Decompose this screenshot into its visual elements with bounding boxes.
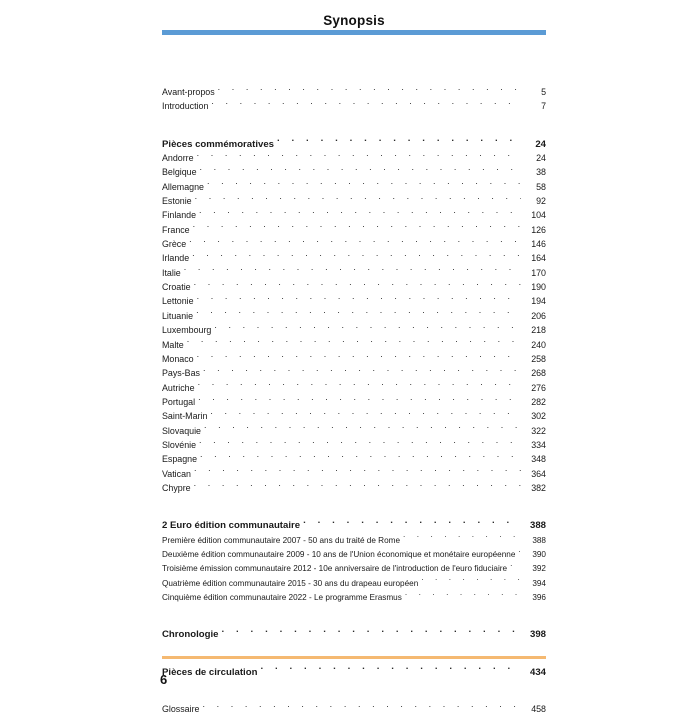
toc-entry-page: 24 [536, 153, 546, 164]
toc-entry-page: 7 [541, 101, 546, 112]
toc-entry-avant-propos[interactable] [162, 85, 546, 99]
dot-leader [195, 194, 521, 204]
dot-leader [193, 223, 521, 233]
dot-leader [194, 467, 521, 477]
dot-leader [207, 180, 521, 190]
dot-leader [197, 151, 521, 161]
dot-leader [198, 395, 521, 405]
dot-leader [199, 208, 521, 218]
toc-entry-pays-bas[interactable] [162, 366, 546, 380]
toc-entry-page: 38 [536, 167, 546, 178]
toc-entry-quatrieme-edition-2015[interactable] [162, 576, 546, 590]
dot-leader [405, 590, 521, 600]
toc-entry-lettonie[interactable] [162, 294, 546, 308]
toc-entry-page: 302 [531, 411, 546, 422]
toc-entry-page: 396 [532, 593, 546, 602]
toc-entry-portugal[interactable] [162, 395, 546, 409]
toc-entry-page: 382 [531, 482, 546, 493]
toc-entry-label: Grèce [162, 239, 187, 250]
dot-leader [203, 702, 522, 712]
dot-leader [518, 547, 521, 557]
dot-leader [403, 533, 521, 543]
footer-rule [162, 656, 546, 659]
toc-entry-espagne[interactable] [162, 452, 546, 466]
toc-entry-page: 190 [531, 282, 546, 293]
toc-section-euro-edition[interactable] [162, 518, 546, 532]
toc-entry-page: 240 [531, 339, 546, 350]
toc-entry-allemagne[interactable] [162, 180, 546, 194]
dot-leader [194, 280, 521, 290]
toc-entry-page: 92 [536, 196, 546, 207]
toc-entry-label: Croatie [162, 282, 191, 293]
toc-entry-page: 388 [532, 535, 546, 545]
toc-entry-grece[interactable] [162, 237, 546, 251]
toc-entry-label: Portugal [162, 396, 196, 407]
dot-leader [198, 381, 521, 391]
toc-entry-luxembourg[interactable] [162, 323, 546, 337]
dot-leader [210, 409, 521, 419]
toc-entry-label: Chypre [162, 482, 191, 493]
toc-entry-page: 268 [531, 368, 546, 379]
toc-section-page: 24 [535, 138, 546, 150]
section-gap [162, 642, 546, 665]
toc-entry-page: 348 [531, 454, 546, 465]
toc-section-page: 434 [529, 666, 546, 678]
toc-entry-label: Introduction [162, 101, 209, 112]
toc-section-chronologie[interactable] [162, 627, 546, 641]
dot-leader [200, 165, 521, 175]
toc-entry-label: Allemagne [162, 181, 204, 192]
toc-entry-label: Saint-Marin [162, 411, 208, 422]
toc-entry-page: 282 [531, 396, 546, 407]
toc-entry-belgique[interactable] [162, 165, 546, 179]
toc-section-page: 388 [529, 520, 546, 532]
toc-entry-page: 458 [531, 704, 546, 715]
dot-leader [200, 452, 521, 462]
toc-entry-slovaquie[interactable] [162, 424, 546, 438]
dot-leader [196, 309, 521, 319]
toc-entry-page: 394 [532, 578, 546, 588]
toc-entry-page: 258 [531, 353, 546, 364]
toc-entry-label: Autriche [162, 382, 195, 393]
toc-entry-page: 206 [531, 310, 546, 321]
toc-entry-page: 218 [531, 325, 546, 336]
toc-entry-label: Troisième émission communautaire 2012 - 10e anniversaire de l'introduction de l'euro fiduciaire [162, 564, 508, 574]
toc-entry-label: Slovénie [162, 439, 197, 450]
dot-leader [197, 294, 521, 304]
toc-entry-label: Irlande [162, 253, 190, 264]
toc-entry-label: Lettonie [162, 296, 194, 307]
section-gap [162, 679, 546, 702]
toc-section-page: 398 [529, 629, 546, 641]
toc-entry-andorre[interactable] [162, 151, 546, 165]
toc-entry-label: Cinquième édition communautaire 2022 - Le programme Erasmus [162, 593, 402, 602]
toc-entry-page: 170 [531, 267, 546, 278]
toc-entry-page: 364 [531, 468, 546, 479]
toc-entry-vatican[interactable] [162, 467, 546, 481]
toc-section-label: Pièces de circulation [162, 666, 258, 678]
toc-entry-page: 164 [531, 253, 546, 264]
dot-leader [203, 366, 521, 376]
toc-entry-introduction[interactable] [162, 99, 546, 113]
section-gap [162, 114, 546, 137]
toc-entry-label: Glossaire [162, 704, 200, 715]
toc-section-circulation[interactable] [162, 665, 546, 679]
toc-entry-label: Luxembourg [162, 325, 212, 336]
toc-entry-page: 322 [531, 425, 546, 436]
toc-entry-label: France [162, 224, 190, 235]
toc-entry-page: 390 [532, 549, 546, 559]
toc-entry-cinquieme-edition-2022[interactable] [162, 590, 546, 604]
toc-entry-malte[interactable] [162, 338, 546, 352]
toc-entry-page: 392 [532, 564, 546, 574]
dot-leader [204, 424, 521, 434]
toc-entry-france[interactable] [162, 223, 546, 237]
toc-entry-page: 334 [531, 439, 546, 450]
toc-entry-label: Avant-propos [162, 87, 215, 97]
dot-leader [303, 518, 521, 528]
toc-entry-chypre[interactable] [162, 481, 546, 495]
dot-leader [421, 576, 521, 586]
toc-entry-label: Pays-Bas [162, 368, 200, 379]
dot-leader [189, 237, 521, 247]
toc-entry-label: Lituanie [162, 310, 194, 321]
toc-entry-estonie[interactable] [162, 194, 546, 208]
dot-leader [218, 85, 521, 95]
header-rule [162, 30, 546, 35]
toc-entry-autriche[interactable] [162, 381, 546, 395]
toc-entry-label: Deuxième édition communautaire 2009 - 10 ans de l'Union économique et monétaire européenne [162, 549, 516, 559]
toc-entry-page: 126 [531, 224, 546, 235]
dot-leader [199, 438, 521, 448]
dot-leader [194, 481, 521, 491]
toc-entry-finlande[interactable] [162, 208, 546, 222]
dot-leader [510, 561, 521, 571]
toc-entry-label: Estonie [162, 196, 192, 207]
dot-leader [211, 99, 521, 109]
toc-entry-page: 194 [531, 296, 546, 307]
dot-leader [222, 627, 522, 637]
page-title: Synopsis [323, 13, 385, 28]
toc-entry-glossaire[interactable] [162, 702, 546, 716]
toc-entry-page: 58 [536, 181, 546, 192]
toc-entry-monaco[interactable] [162, 352, 546, 366]
table-of-contents [162, 85, 546, 716]
toc-entry-slovenie[interactable] [162, 438, 546, 452]
toc-entry-page: 146 [531, 239, 546, 250]
toc-entry-label: Vatican [162, 468, 191, 479]
toc-entry-label: Italie [162, 267, 181, 278]
dot-leader [187, 338, 521, 348]
toc-entry-label: Andorre [162, 153, 194, 164]
section-gap [162, 604, 546, 627]
toc-entry-label: Monaco [162, 353, 194, 364]
toc-section-label: 2 Euro édition communautaire [162, 520, 301, 532]
toc-entry-label: Slovaquie [162, 425, 201, 436]
toc-entry-italie[interactable] [162, 266, 546, 280]
toc-entry-irlande[interactable] [162, 251, 546, 265]
toc-section-commemorative[interactable] [162, 137, 546, 151]
toc-entry-lituanie[interactable] [162, 309, 546, 323]
toc-section-label: Pièces commémoratives [162, 138, 274, 150]
section-gap [162, 495, 546, 518]
dot-leader [214, 323, 521, 333]
dot-leader [197, 352, 521, 362]
toc-entry-page: 5 [541, 87, 546, 97]
dot-leader [192, 251, 521, 261]
toc-entry-page: 104 [531, 210, 546, 221]
toc-entry-label: Espagne [162, 454, 198, 465]
toc-section-label: Chronologie [162, 629, 219, 641]
toc-entry-page: 276 [531, 382, 546, 393]
toc-entry-label: Première édition communautaire 2007 - 50 ans du traité de Rome [162, 535, 401, 545]
toc-entry-label: Malte [162, 339, 184, 350]
toc-entry-saint-marin[interactable] [162, 409, 546, 423]
dot-leader [260, 665, 521, 675]
toc-entry-troisieme-emission-2012[interactable] [162, 561, 546, 575]
toc-entry-label: Finlande [162, 210, 197, 221]
dot-leader [184, 266, 521, 276]
toc-entry-croatie[interactable] [162, 280, 546, 294]
toc-entry-label: Belgique [162, 167, 197, 178]
toc-entry-deuxieme-edition-2009[interactable] [162, 547, 546, 561]
toc-entry-premiere-edition-2007[interactable] [162, 533, 546, 547]
page-number: 6 [160, 672, 168, 687]
toc-entry-label: Quatrième édition communautaire 2015 - 30 ans du drapeau européen [162, 578, 419, 588]
dot-leader [277, 137, 521, 147]
